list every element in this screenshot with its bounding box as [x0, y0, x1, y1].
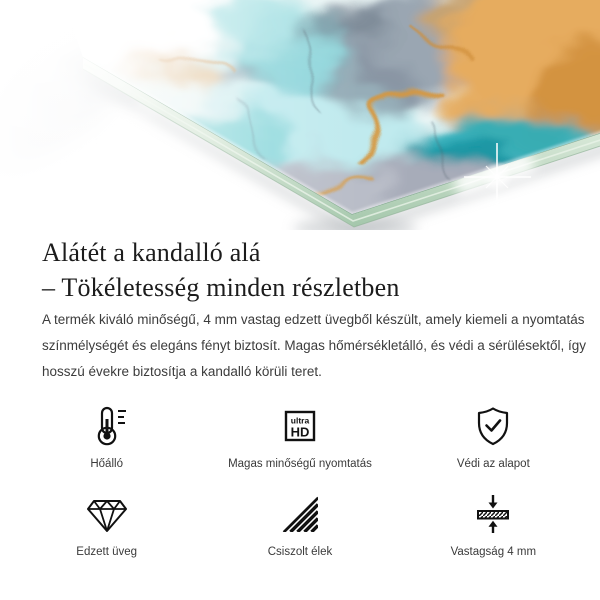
- ultra-hd-icon: [278, 404, 322, 448]
- description-line-1: A termék kiváló minőségű, 4 mm vastag edzett üvegből készült, amely kiemeli a nyomtatás: [42, 312, 585, 327]
- shield-check-icon: [471, 404, 515, 448]
- section-title: [42, 235, 400, 305]
- feature-protects-base: [397, 402, 590, 470]
- feature-heat-resistant: [10, 402, 203, 470]
- features-grid: [10, 402, 590, 558]
- feature-label: Magas minőségű nyomtatás: [228, 458, 372, 470]
- thermometer-icon: [85, 404, 129, 448]
- svg-text:HD: HD: [290, 424, 310, 440]
- title-line-1: Alátét a kandalló alá: [42, 238, 261, 267]
- feature-tempered-glass: [10, 490, 203, 558]
- product-image: [0, 0, 600, 230]
- glass-panel-illustration: [0, 0, 600, 230]
- description-line-3: hosszú évekre biztosítja a kandalló körüli teret.: [42, 364, 322, 379]
- diamond-icon: [85, 492, 129, 536]
- product-description: [42, 307, 586, 385]
- polished-edges-icon: [278, 492, 322, 536]
- feature-label: Csiszolt élek: [267, 546, 333, 558]
- svg-text:ultra: ultra: [290, 415, 310, 426]
- feature-label: Védi az alapot: [456, 458, 530, 470]
- feature-label: Vastagság 4 mm: [450, 546, 537, 558]
- feature-ultra-hd-print: [203, 402, 396, 470]
- feature-thickness-4mm: [397, 490, 590, 558]
- thickness-icon: [471, 492, 515, 536]
- title-line-2: – Tökéletesség minden részletben: [42, 273, 400, 302]
- description-line-2: színmélységét és elegáns fényt biztosít. Magas hőmérsékletálló, és védi a sérülésektől, így: [42, 338, 587, 353]
- feature-label: Hőálló: [90, 458, 123, 470]
- feature-polished-edges: [203, 490, 396, 558]
- feature-label: Edzett üveg: [76, 546, 138, 558]
